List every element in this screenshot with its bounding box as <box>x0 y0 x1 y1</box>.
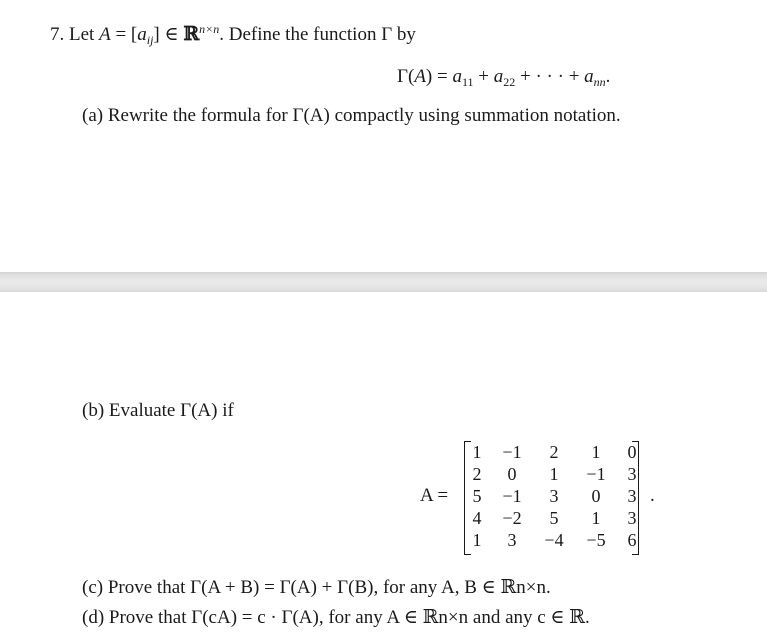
matrix-cell: −1 <box>586 464 606 484</box>
part-b-text: Evaluate Γ(A) if <box>108 400 234 421</box>
problem-statement <box>50 22 416 48</box>
matrix-cell: 3 <box>627 508 637 528</box>
matrix-cell: 1 <box>591 442 601 462</box>
part-d <box>82 606 590 629</box>
part-a <box>82 105 621 127</box>
matrix-cell: 6 <box>627 530 637 550</box>
matrix-cell: 0 <box>591 486 601 506</box>
problem-number: 7. <box>50 24 65 45</box>
matrix-cell: 1 <box>549 464 559 484</box>
problem-intro-define: Define the function Γ by <box>228 24 416 45</box>
matrix-cell: −2 <box>502 508 522 528</box>
matrix-trailing-period: . <box>650 485 655 506</box>
matrix-name: A = <box>420 485 449 506</box>
matrix-cell: 2 <box>472 464 482 484</box>
matrix-cell: 0 <box>627 442 637 462</box>
gamma-formula: $\Gamma(A) = a_{11} + a_{22}$ + · · · + $a_{nn}$. <box>397 66 611 89</box>
matrix-cell: 1 <box>591 508 601 528</box>
matrix-cell: 3 <box>627 464 637 484</box>
page-divider <box>0 272 767 292</box>
matrix-cell: 2 <box>549 442 559 462</box>
matrix-cell: 3 <box>507 530 517 550</box>
matrix-cell: 5 <box>472 486 482 506</box>
matrix-cell: 4 <box>472 508 482 528</box>
matrix-cell: 5 <box>549 508 559 528</box>
matrix-definition: $A = [a_{ij}]$ ∈ ℝ$^{n\times n}$. <box>99 22 224 47</box>
problem-intro-prefix: Let <box>69 24 95 45</box>
matrix-cell: 1 <box>472 530 482 550</box>
part-a-text: Rewrite the formula for Γ(A) compactly using summation notation. <box>107 105 621 126</box>
matrix-cell: −4 <box>544 530 564 550</box>
matrix-cell: −1 <box>502 442 522 462</box>
part-b-label: (b) <box>82 400 105 421</box>
part-a-label: (a) <box>82 105 104 126</box>
matrix-cell: 1 <box>472 442 482 462</box>
matrix-cell: −5 <box>586 530 606 550</box>
matrix-cell: 0 <box>507 464 517 484</box>
matrix-cell: 3 <box>549 486 559 506</box>
part-c <box>82 576 551 599</box>
part-d-label: (d) <box>82 607 105 628</box>
part-c-label: (c) <box>82 577 104 598</box>
part-c-text: Prove that Γ(A + B) = Γ(A) + Γ(B), for any A, B ∈ ℝn×n. <box>107 577 551 598</box>
matrix-cell: 3 <box>627 486 637 506</box>
part-b <box>82 400 234 422</box>
matrix-cell: −1 <box>502 486 522 506</box>
part-d-text: Prove that Γ(cA) = c · Γ(A), for any A ∈ ℝn×n and any c ∈ ℝ. <box>108 607 590 628</box>
matrix-right-bracket <box>632 441 639 555</box>
